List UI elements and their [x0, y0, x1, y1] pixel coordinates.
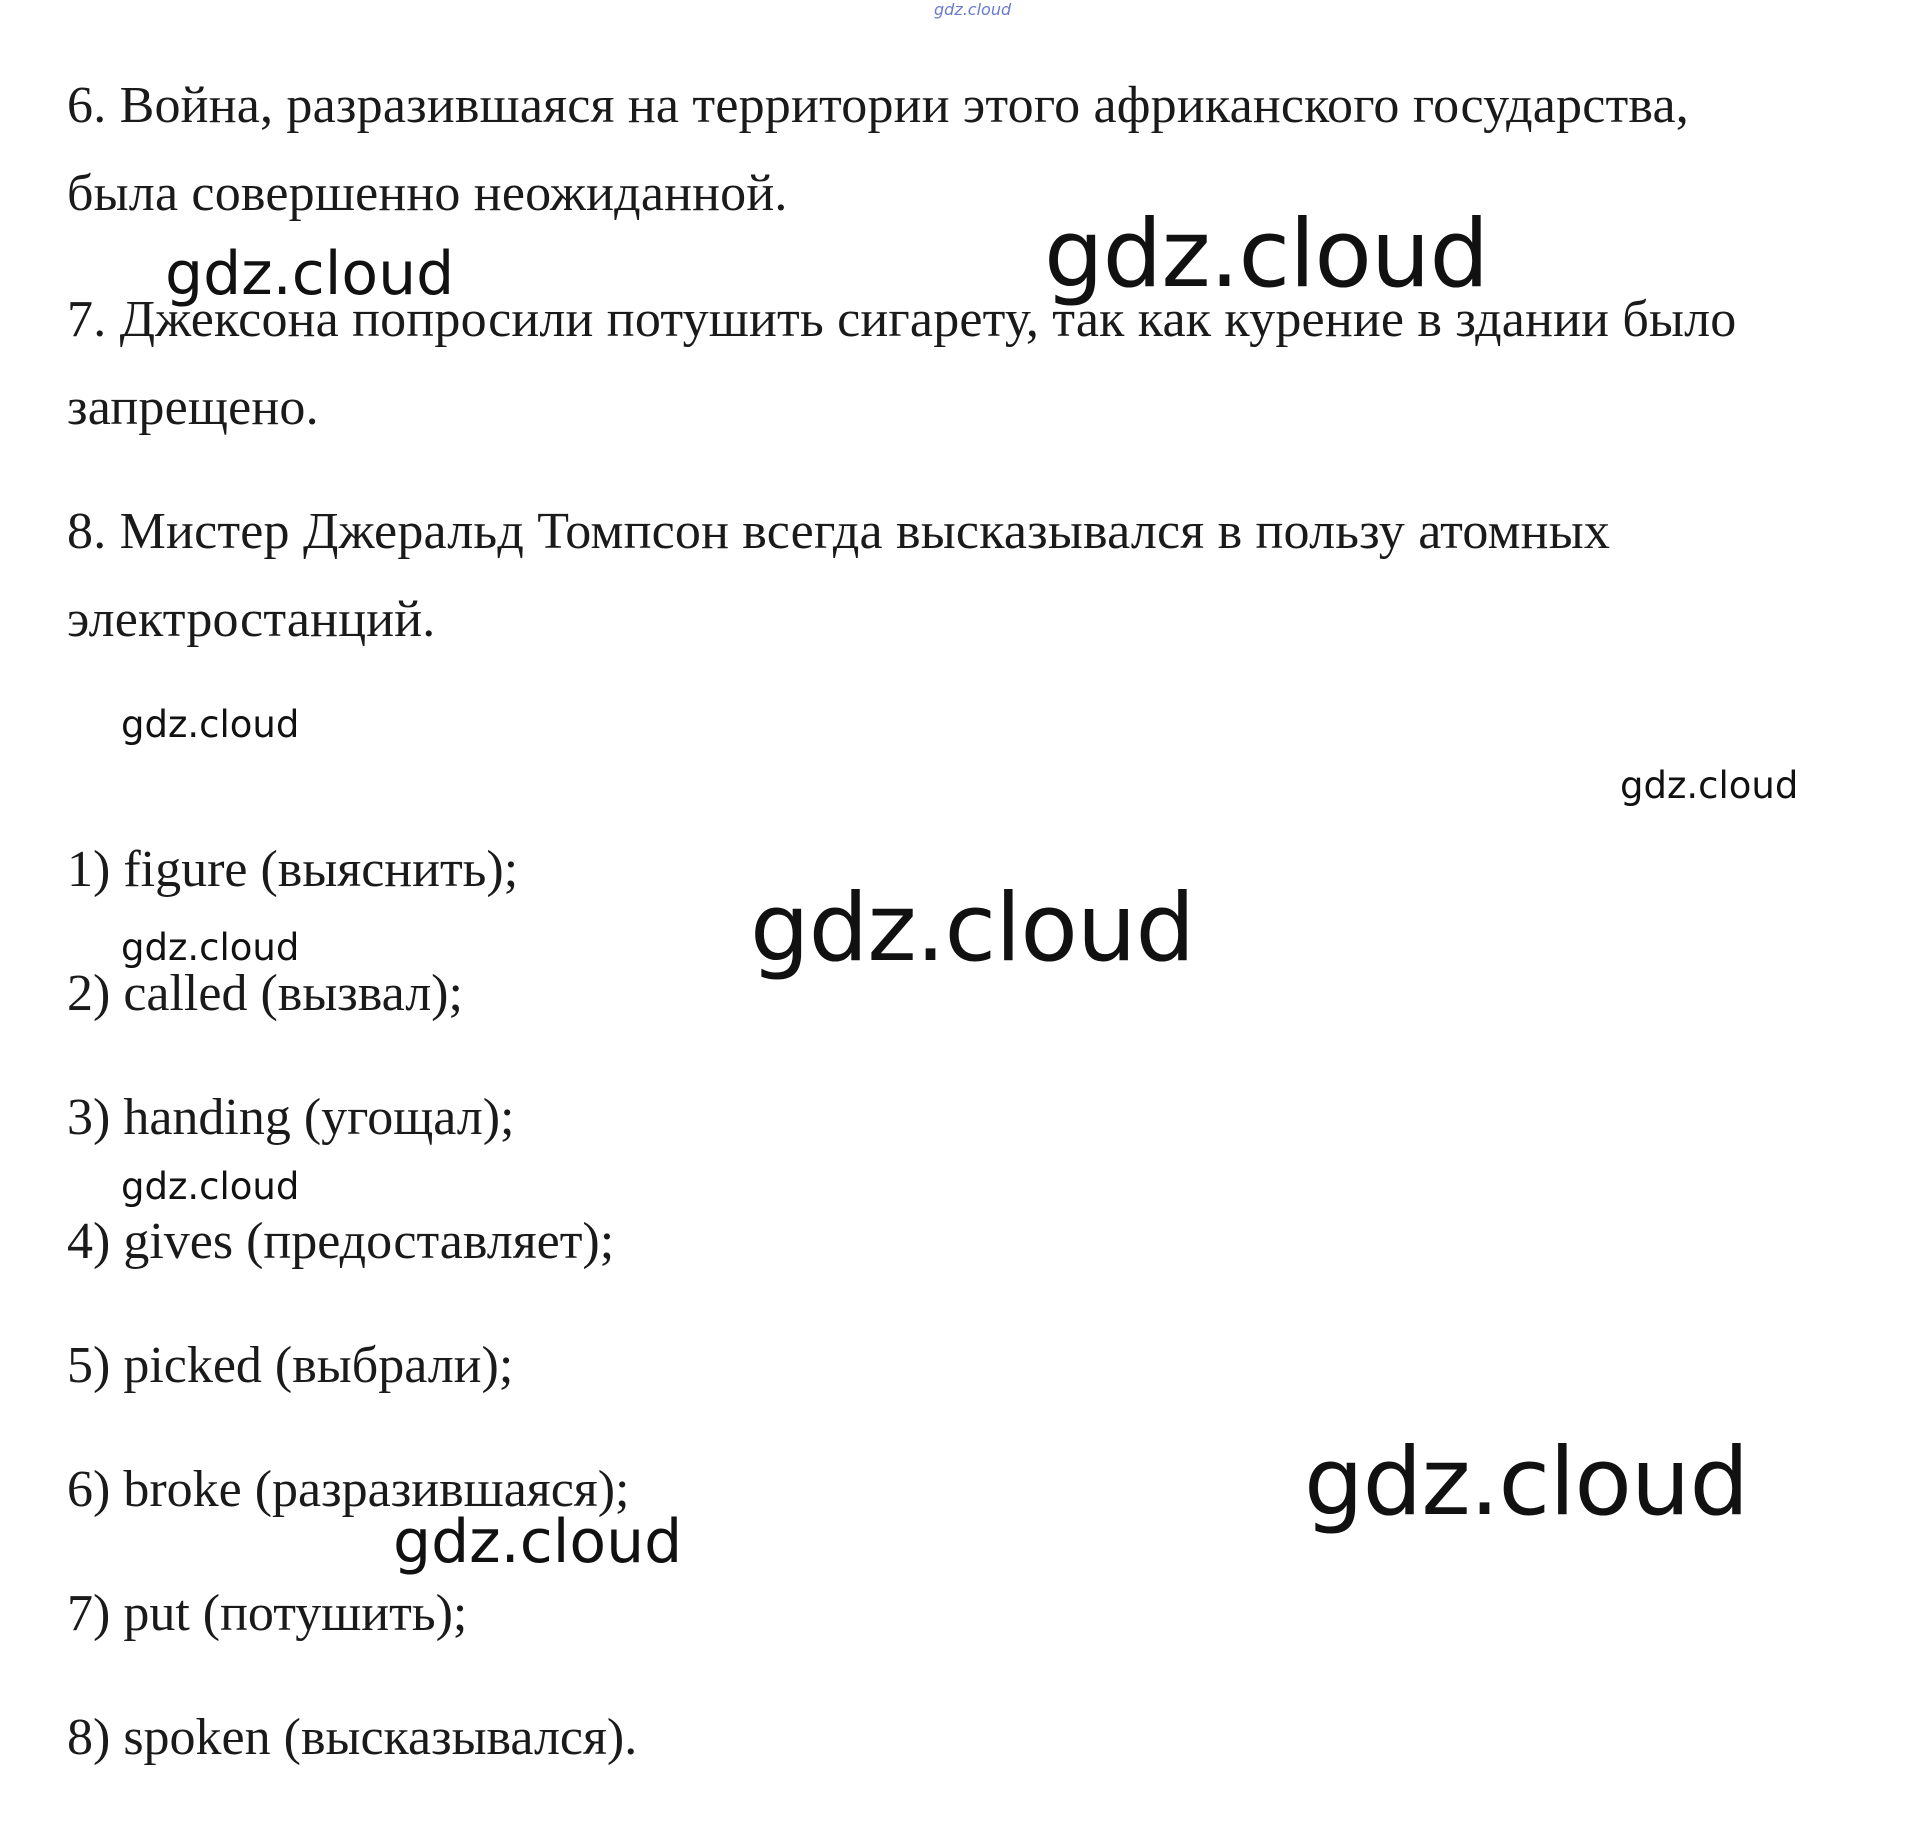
watermark: gdz.cloud: [121, 1165, 300, 1208]
watermark: gdz.cloud: [393, 1507, 683, 1577]
watermark: gdz.cloud: [165, 239, 455, 309]
watermark: gdz.cloud: [1620, 764, 1799, 807]
answer-4: 4) gives (предоставляет);: [67, 1213, 615, 1270]
answer-3: 3) handing (угощал);: [67, 1089, 515, 1146]
answer-8: 8) spoken (высказывался).: [67, 1709, 638, 1766]
answer-6: 6) broke (разразившаяся);: [67, 1461, 630, 1518]
watermark: gdz.cloud: [1304, 1428, 1749, 1537]
watermark: gdz.cloud: [121, 703, 300, 746]
answer-5: 5) picked (выбрали);: [67, 1337, 514, 1394]
sentence-8: 8. Мистер Джеральд Томпсон всегда высказывался в пользу атомных электростанций.: [67, 503, 1611, 648]
watermark: gdz.cloud: [1044, 200, 1489, 309]
sentence-7: 7. Джексона попросили потушить сигарету, так как курение в здании было запрещено.: [67, 291, 1737, 436]
watermark: gdz.cloud: [750, 874, 1195, 983]
watermark: gdz.cloud: [121, 926, 300, 969]
answer-2: 2) called (вызвал);: [67, 965, 463, 1022]
watermark-top: gdz.cloud: [934, 0, 1012, 19]
sentence-6: 6. Война, разразившаяся на территории этого африканского государства, была совершенно неожиданной.: [67, 77, 1689, 222]
answer-7: 7) put (потушить);: [67, 1585, 468, 1642]
answer-1: 1) figure (выяснить);: [67, 841, 519, 898]
